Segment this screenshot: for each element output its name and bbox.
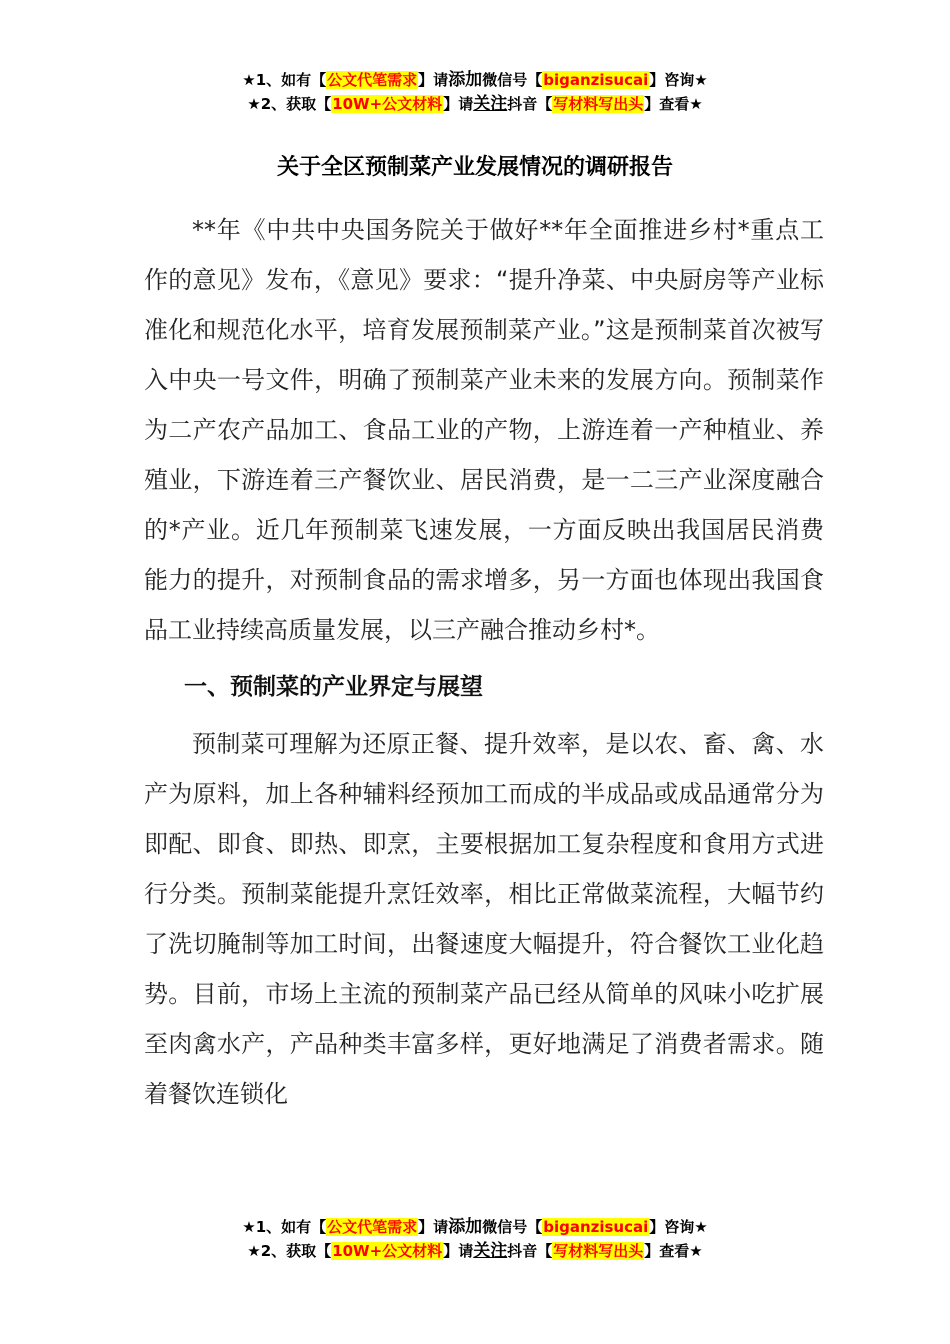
promo-line-1: ★1、如有【公文代笔需求】请添加微信号【biganzisucai】咨询★ xyxy=(242,1217,708,1237)
promo-highlight: 公文代笔需求 xyxy=(327,1218,418,1236)
document-title: 关于全区预制菜产业发展情况的调研报告 xyxy=(276,155,673,180)
promo-line-1: ★1、如有【公文代笔需求】请添加微信号【biganzisucai】咨询★ xyxy=(242,70,708,90)
douyin-id-highlight: 写材料写出头 xyxy=(553,95,644,113)
paragraph-section-1: 预制菜可理解为还原正餐、提升效率，是以农、畜、禽、水产为原料，加上各种辅料经预加工而成的半成品或成品通常分为即配、即食、即热、即烹，主要根据加工复杂程度和食用方式进行分类。预制菜能提升烹饪效率，相比正常做菜流程，大幅节约了洗切腌制等加工时间，出餐速度大幅提升，符合餐饮工业化趋势。目前，市场上主流的预制菜产品已经从简单的风味小吃扩展至肉禽水产，产品种类丰富多样，更好地满足了消费者需求。随着餐饮连锁化 xyxy=(144,730,824,1108)
promo-highlight: 10W+公文材料 xyxy=(332,95,443,113)
header-promo-banner xyxy=(0,68,950,116)
document-body xyxy=(144,205,824,1119)
wechat-id-highlight: biganzisucai xyxy=(543,71,649,89)
section-heading-1: 一、预制菜的产业界定与展望 xyxy=(184,674,483,700)
paragraph-intro: **年《中共中央国务院关于做好**年全面推进乡村*重点工作的意见》发布，《意见》要求：“提升净菜、中央厨房等产业标准化和规范化水平，培育发展预制菜产业。”这是预制菜首次被写入中央一号文件，明确了预制菜产业未来的发展方向。预制菜作为二产农产品加工、食品工业的产物，上游连着一产种植业、养殖业，下游连着三产餐饮业、居民消费，是一二三产业深度融合的*产业。近几年预制菜飞速发展，一方面反映出我国居民消费能力的提升，对预制食品的需求增多，另一方面也体现出我国食品工业持续高质量发展，以三产融合推动乡村*。 xyxy=(144,216,824,644)
promo-line-2: ★2、获取【10W+公文材料】请关注抖音【写材料写出头】查看★ xyxy=(247,1241,703,1261)
promo-highlight: 10W+公文材料 xyxy=(332,1242,443,1260)
promo-line-2: ★2、获取【10W+公文材料】请关注抖音【写材料写出头】查看★ xyxy=(247,94,703,114)
promo-highlight: 公文代笔需求 xyxy=(327,71,418,89)
wechat-id-highlight: biganzisucai xyxy=(543,1218,649,1236)
douyin-id-highlight: 写材料写出头 xyxy=(553,1242,644,1260)
footer-promo-banner xyxy=(0,1215,950,1263)
